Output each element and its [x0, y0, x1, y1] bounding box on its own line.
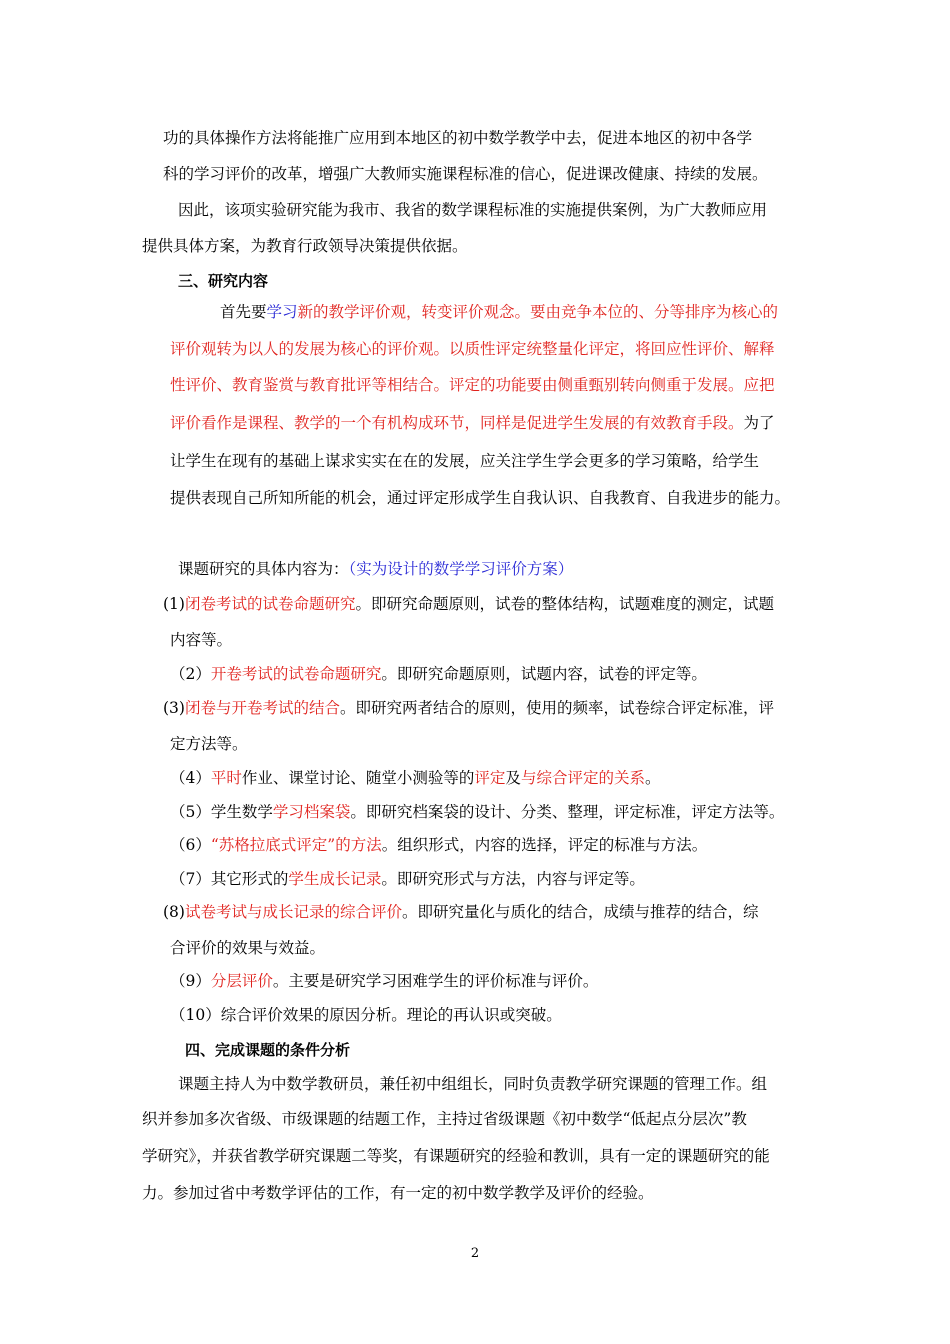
text-segment: 试卷考试与成长记录的综合评价 — [184, 903, 402, 921]
list-item-line — [163, 593, 774, 615]
text-segment: 评价观转为以人的发展为核心的评价观。以质性评定统整量化评定，将回应性评价、解释 — [170, 340, 775, 358]
text-segment: （4） — [170, 769, 211, 787]
text-segment: 。 — [644, 769, 661, 787]
text-segment: 织并参加多次省级、市级课题的结题工作，主持过省级课题《初中数学“低起点分层次”教 — [142, 1110, 747, 1128]
text-segment: 学生成长记录 — [288, 870, 382, 888]
text-segment: 让学生在现有的基础上谋求实实在在的发展，应关注学生学会更多的学习策略，给学生 — [170, 452, 760, 470]
text-segment: 课题主持人为中数学教研员，兼任初中组组长，同时负责教学研究课题的管理工作。组 — [178, 1075, 768, 1093]
text-segment: （9） — [170, 972, 211, 990]
paragraph-line — [170, 374, 775, 396]
paragraph-line — [142, 235, 468, 257]
text-segment: 内容等。 — [170, 631, 233, 649]
text-segment: 。即研究档案袋的设计、分类、整理，评定标准，评定方法等。 — [350, 803, 785, 821]
text-segment: 闭卷与开卷考试的结合 — [184, 699, 340, 717]
text-segment: 力。参加过省中考数学评估的工作，有一定的初中数学教学及评价的经验。 — [142, 1184, 654, 1202]
text-segment: 分层评价 — [210, 972, 273, 990]
text-segment: 与综合评定的关系 — [520, 769, 645, 787]
paragraph-line — [178, 558, 573, 580]
text-segment: 学习档案袋 — [272, 803, 351, 821]
list-item-line — [170, 663, 707, 685]
list-item-line — [170, 801, 784, 823]
text-segment: 。主要是研究学习困难学生的评价标准与评价。 — [272, 972, 599, 990]
text-segment: 四、完成课题的条件分析 — [185, 1041, 351, 1059]
text-segment: 首先要 — [220, 303, 267, 321]
text-segment: （2） — [170, 665, 211, 683]
list-item-line — [163, 697, 774, 719]
text-segment: 。即研究命题原则，试题内容，试卷的评定等。 — [381, 665, 707, 683]
list-item-line — [170, 868, 645, 890]
list-item-line — [170, 970, 598, 992]
text-segment: 新的教学评价观，转变评价观念。要由竞争本位的、分等排序为核心的 — [297, 303, 779, 321]
text-segment: “苏格拉底式评定”的方法 — [210, 836, 382, 854]
text-segment: （7）其它形式的 — [170, 870, 289, 888]
list-item-line — [170, 733, 248, 755]
text-segment: 及 — [505, 769, 521, 787]
paragraph-line — [178, 199, 767, 221]
list-item-line — [170, 767, 660, 789]
text-segment: (1) — [163, 595, 185, 613]
section-heading-4 — [185, 1039, 350, 1061]
text-segment: (3) — [163, 699, 185, 717]
text-segment: （6） — [170, 836, 211, 854]
text-segment: 开卷考试的试卷命题研究 — [210, 665, 382, 683]
text-segment: 合评价的效果与效益。 — [170, 939, 326, 957]
text-segment: 。即研究命题原则，试卷的整体结构，试题难度的测定，试题 — [355, 595, 774, 613]
list-item-line — [170, 937, 325, 959]
text-segment: 三、研究内容 — [178, 272, 269, 290]
paragraph-line — [220, 301, 778, 323]
page-number: 2 — [470, 1246, 480, 1261]
paragraph-line — [142, 1182, 654, 1204]
text-segment: 。即研究形式与方法，内容与评定等。 — [381, 870, 645, 888]
text-segment: 学习 — [266, 303, 298, 321]
text-segment: 为了 — [743, 414, 775, 432]
paragraph-line — [170, 487, 790, 509]
text-segment: 平时 — [210, 769, 242, 787]
text-segment: 评定 — [474, 769, 506, 787]
paragraph-line — [163, 163, 768, 185]
paragraph-line — [163, 127, 752, 149]
text-segment: 性评价、教育鉴赏与教育批评等相结合。评定的功能要由侧重甄别转向侧重于发展。应把 — [170, 376, 775, 394]
text-segment: （5）学生数学 — [170, 803, 273, 821]
text-segment: （实为设计的数学学习评价方案） — [348, 560, 574, 578]
text-segment: 功的具体操作方法将能推广应用到本地区的初中数学教学中去，促进本地区的初中各学 — [163, 129, 753, 147]
text-segment: 提供表现自己所知所能的机会，通过评定形成学生自我认识、自我教育、自我进步的能力。 — [170, 489, 791, 507]
paragraph-line — [142, 1108, 747, 1130]
text-segment: 。组织形式，内容的选择，评定的标准与方法。 — [381, 836, 708, 854]
text-segment: 因此，该项实验研究能为我市、我省的数学课程标准的实施提供案例，为广大教师应用 — [178, 201, 768, 219]
text-segment: 。即研究量化与质化的结合，成绩与推荐的结合，综 — [401, 903, 759, 921]
paragraph-line — [170, 450, 759, 472]
text-segment: 作业、课堂讨论、随堂小测验等的 — [241, 769, 475, 787]
text-segment: (8) — [163, 903, 185, 921]
text-segment: 定方法等。 — [170, 735, 248, 753]
section-heading-3 — [178, 270, 268, 292]
text-segment: 评价看作是课程、教学的一个有机构成环节，同样是促进学生发展的有效教育手段。 — [170, 414, 744, 432]
text-segment: 课题研究的具体内容为： — [178, 560, 349, 578]
paragraph-line — [170, 338, 775, 360]
list-item-line — [163, 901, 759, 923]
text-segment: 提供具体方案，为教育行政领导决策提供依据。 — [142, 237, 468, 255]
text-segment: （10）综合评价效果的原因分析。理论的再认识或突破。 — [170, 1006, 562, 1024]
text-segment: 。即研究两者结合的原则，使用的频率，试卷综合评定标准，评 — [339, 699, 774, 717]
paragraph-line — [142, 1145, 770, 1167]
list-item-line — [170, 629, 232, 651]
text-segment: 闭卷考试的试卷命题研究 — [184, 595, 356, 613]
text-segment: 学研究》，并获省教学研究课题二等奖，有课题研究的经验和教训，具有一定的课题研究的能 — [142, 1147, 770, 1165]
list-item-line — [170, 834, 707, 856]
list-item-line — [170, 1004, 562, 1026]
paragraph-line — [178, 1073, 767, 1095]
paragraph-line — [170, 412, 775, 434]
text-segment: 科的学习评价的改革，增强广大教师实施课程标准的信心，促进课改健康、持续的发展。 — [163, 165, 768, 183]
